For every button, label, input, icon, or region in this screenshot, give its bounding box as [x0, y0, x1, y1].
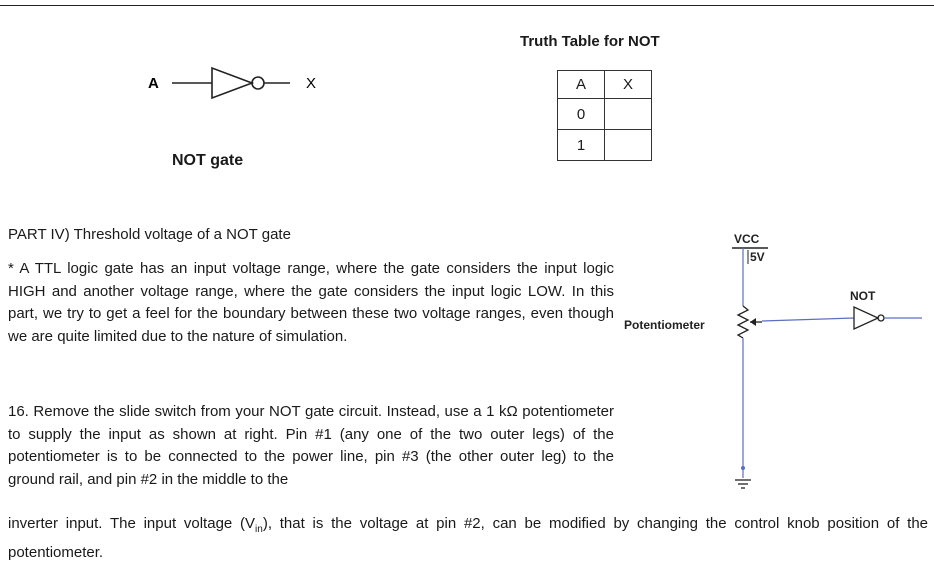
- vin-subscript: in: [255, 524, 263, 535]
- truth-table-cell: 1: [558, 130, 605, 161]
- not-gate-diagram: [140, 58, 340, 108]
- circuit-not-triangle: [854, 307, 878, 329]
- truth-table-header-x: X: [605, 71, 652, 99]
- paragraph-tail-post: ), that is the voltage at pin #2, can be modified by changing the control knob position of the potentiometer.: [8, 515, 929, 561]
- paragraph-step-16-continued: [8, 513, 928, 564]
- ground-junction: [741, 466, 745, 470]
- paragraph-tail-pre: inverter input. The input voltage (V: [8, 515, 256, 532]
- table-row: [558, 99, 652, 130]
- potentiometer-resistor: [738, 306, 748, 338]
- gate-input-label: A: [148, 75, 159, 92]
- circuit-not-label: NOT: [850, 289, 876, 303]
- potentiometer-circuit-diagram: [622, 228, 928, 498]
- truth-table-title: Truth Table for NOT: [520, 33, 660, 50]
- supply-label: 5V: [750, 250, 765, 264]
- truth-table-header-row: [558, 71, 652, 99]
- pot-wiper-arrowhead: [750, 318, 756, 326]
- truth-table: [557, 70, 652, 161]
- part-title: PART IV) Threshold voltage of a NOT gate: [8, 226, 291, 243]
- gate-output-label: X: [306, 75, 317, 92]
- wiper-wire: [762, 318, 854, 321]
- paragraph-threshold-intro: * A TTL logic gate has an input voltage range, where the gate considers the input logic HIGH and another voltage range, where the gate considers the input logic LOW. In this part, we try to get a feel for the boundary between these two voltage ranges, even though we are quite limited due to the nature of simulation.: [8, 260, 614, 345]
- truth-table-cell: [605, 130, 652, 161]
- gate-triangle: [212, 68, 252, 98]
- truth-table-header-a: A: [558, 71, 605, 99]
- vcc-label: VCC: [734, 232, 760, 246]
- potentiometer-label: Potentiometer: [624, 318, 705, 332]
- gate-caption: NOT gate: [172, 152, 244, 169]
- truth-table-cell: 0: [558, 99, 605, 130]
- table-row: [558, 130, 652, 161]
- paragraph-step-16: 16. Remove the slide switch from your NOT gate circuit. Instead, use a 1 kΩ potentiometer to supply the input as shown at right. Pin #1 (any one of the two outer legs) of the potentiometer is to be connected to the power line, pin #3 (the other outer leg) to the ground rail, and pin #2 in the middle to the: [8, 403, 614, 488]
- header-rule: [0, 5, 934, 6]
- truth-table-cell: [605, 99, 652, 130]
